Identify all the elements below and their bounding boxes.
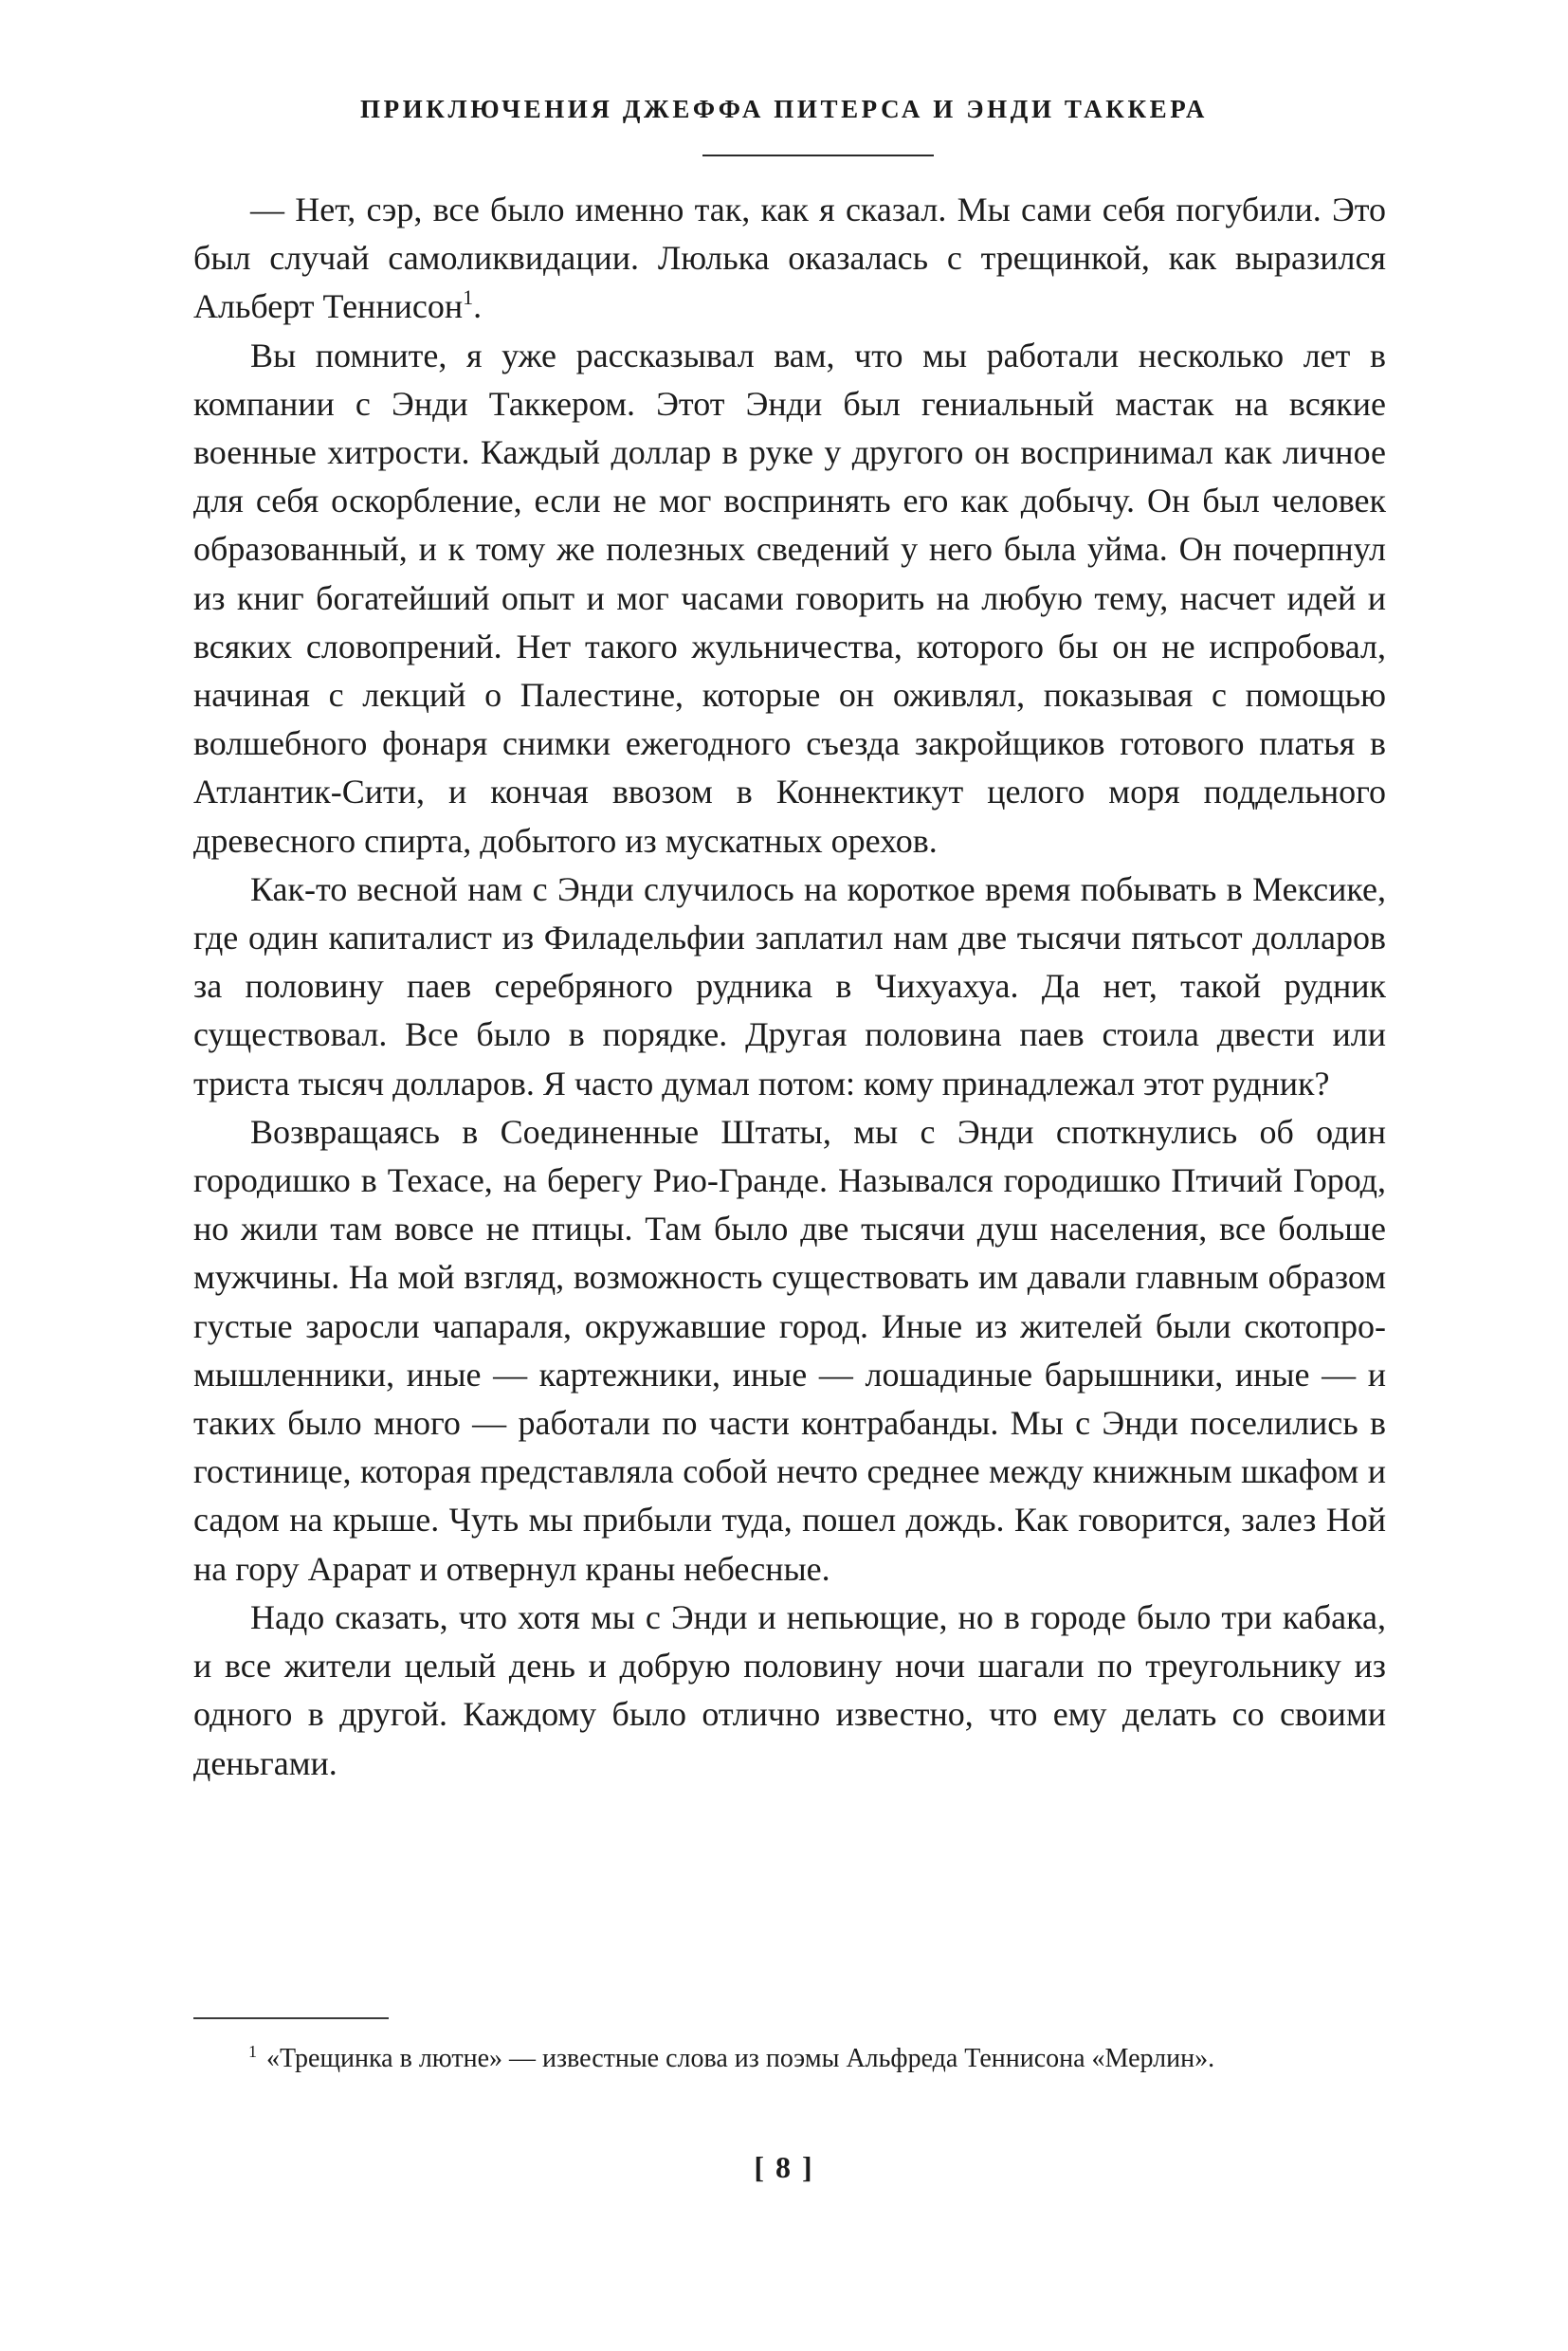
paragraph: Надо сказать, что хотя мы с Энди и непьющие, но в городе было три кабака, и все жители целый день и добрую половину ночи шагали по треугольнику из одного в другой. Каждому было отлично известно, что ему делать со своими деньгами.: [193, 1597, 1386, 1782]
paragraph: Вы помните, я уже рассказывал вам, что мы работали несколько лет в компании с Энди Таккером. Этот Энди был гениальный мастак на всякие военные хитрости. Каждый доллар в руке у другого он воспринимал как личное для себя оскорбление, если не мог воспринять его как добычу. Он был человек образованный, и к тому же полезных сведений у него была уйма. Он почерпнул из книг богатейший опыт и мог часами говорить на любую тему, насчет идей и всяких словопрений. Нет такого жульничества, которого бы он не испробовал, начиная с лекций о Палестине, которые он оживлял, показывая с помощью волшебного фонаря снимки ежегодного съезда закройщиков готового платья в Атлантик-Сити, и кончая ввозом в Коннектикут целого моря поддельного древесного спирта, добытого из мускатных орехов.: [193, 336, 1386, 860]
paragraph: Как-то весной нам с Энди случилось на короткое время побывать в Мексике, где один капиталист из Филадельфии заплатил нам две тысячи пятьсот долларов за половину паев серебряного рудника в Чихуахуа. Да нет, такой рудник существовал. Все было в порядке. Другая половина паев стоила двести или триста тысяч долларов. Я часто думал потом: кому принадлежал этот рудник?: [193, 869, 1386, 1103]
footnote: [193, 2040, 1386, 2078]
footnote-reference: 1: [463, 285, 474, 310]
header-divider: [702, 155, 934, 156]
paragraph-text: — Нет, сэр, все было именно так, как я сказал. Мы сами себя погубили. Это был случай самоликвидации. Люлька оказалась с трещинкой, как выразился Альберт Теннисон: [193, 191, 1386, 326]
footnote-divider: [193, 2017, 389, 2019]
main-text: [193, 186, 1386, 1788]
footnote-text: «Трещинка в лютне» — известные слова из поэмы Альфреда Теннисона «Мерлин».: [266, 2044, 1215, 2073]
footnote-mark: 1: [248, 2042, 257, 2061]
paragraph: Возвращаясь в Соединенные Штаты, мы с Энди споткнулись об один городишко в Техасе, на берегу Рио-Гранде. Назывался городишко Птичий Город, но жили там вовсе не птицы. Там было две тысячи душ населения, все больше мужчины. На мой взгляд, возможность существовать им давали главным образом густые заросли чапараля, окружавшие город. Иные из жителей были скотопромышленники, иные — картежники, иные — лошадиные барышники, иные — и таких было много — работали по части контрабанды. Мы с Энди поселились в гостинице, которая представляла собой нечто среднее между книжным шкафом и садом на крыше. Чуть мы прибыли туда, пошел дождь. Как говорится, залез Ной на гору Арарат и отвернул краны небесные.: [193, 1112, 1386, 1588]
running-head: ПРИКЛЮЧЕНИЯ ДЖЕФФА ПИТЕРСА И ЭНДИ ТАККЕРА: [360, 95, 1208, 123]
paragraph: — Нет, сэр, все было именно так, как я сказал. Мы сами себя погубили. Это был случай самоликвидации. Люлька оказалась с трещинкой, как выразился Альберт Теннисон$^1$.: [193, 191, 1386, 326]
page-number: [ 8 ]: [754, 2150, 814, 2184]
